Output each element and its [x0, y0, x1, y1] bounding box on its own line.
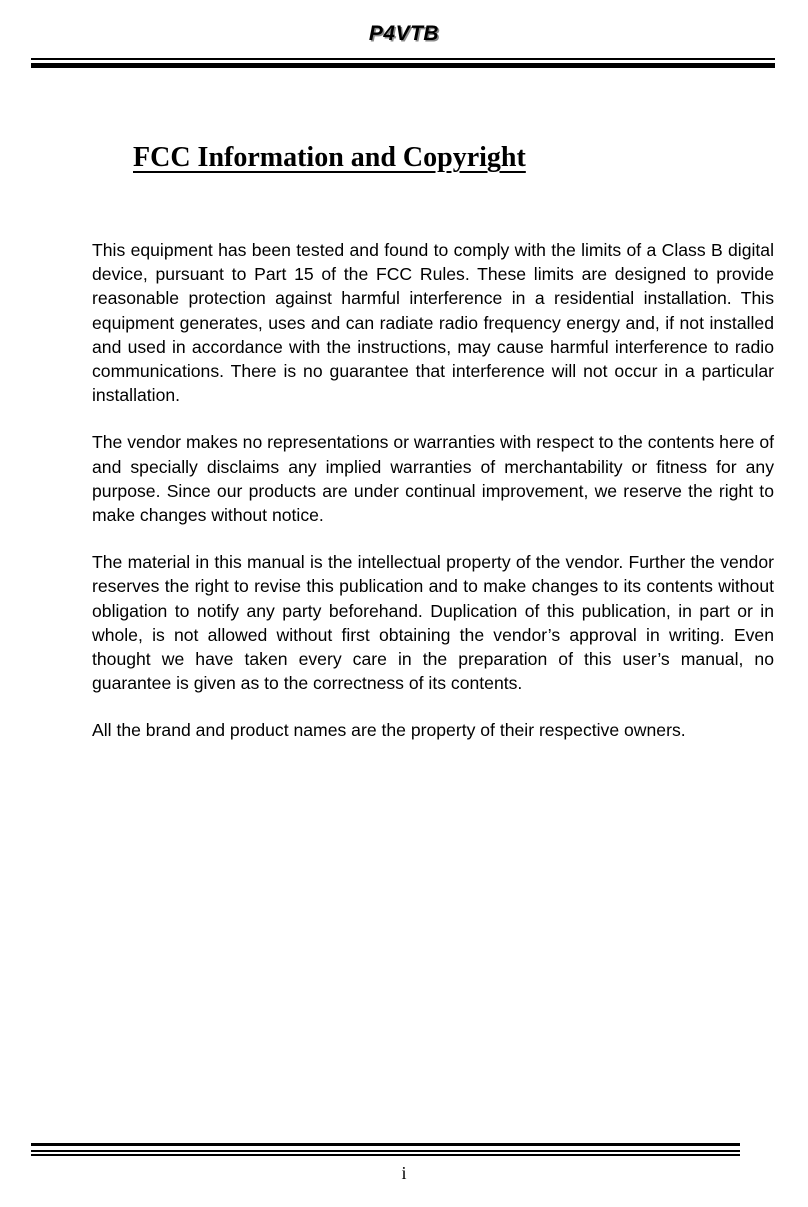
document-body — [92, 238, 774, 766]
warranty-disclaimer-paragraph: The vendor makes no representations or warranties with respect to the contents here of and specially disclaims any implied warranties of merchantability or fitness for any purpose. Since our products are under continual improvement, we reserve the right to make changes without notice. — [92, 432, 774, 526]
header-model-title: P4VTB — [368, 22, 440, 45]
footer-rule-thin-2 — [31, 1154, 740, 1156]
footer-rule-thick — [31, 1143, 740, 1146]
page-number: i — [401, 1163, 407, 1183]
page-title: FCC Information and Copyright — [133, 142, 526, 173]
fcc-compliance-paragraph: This equipment has been tested and found to comply with the limits of a Class B digital device, pursuant to Part 15 of the FCC Rules. These limits are designed to provide reasonable protection against harmful interference in a residential installation. This equipment generates, uses and can radiate radio frequency energy and, if not installed and used in accordance with the instructions, may cause harmful interference to radio communications. There is no guarantee that interference will not occur in a particular installation. — [92, 240, 774, 406]
copyright-paragraph: The material in this manual is the intellectual property of the vendor. Further the vendor reserves the right to revise this publication and to make changes to its contents without obligation to notify any party beforehand. Duplication of this publication, in part or in whole, is not allowed without first obtaining the vendor’s approval in writing. Even thought we have taken every care in the preparation of this user’s manual, no guarantee is given as to the correctness of its contents. — [92, 552, 774, 694]
header-rule-thin — [31, 58, 775, 60]
trademark-paragraph: All the brand and product names are the property of their respective owners. — [92, 720, 686, 741]
header-rule-thick — [31, 63, 775, 68]
footer-rule-thin — [31, 1150, 740, 1152]
